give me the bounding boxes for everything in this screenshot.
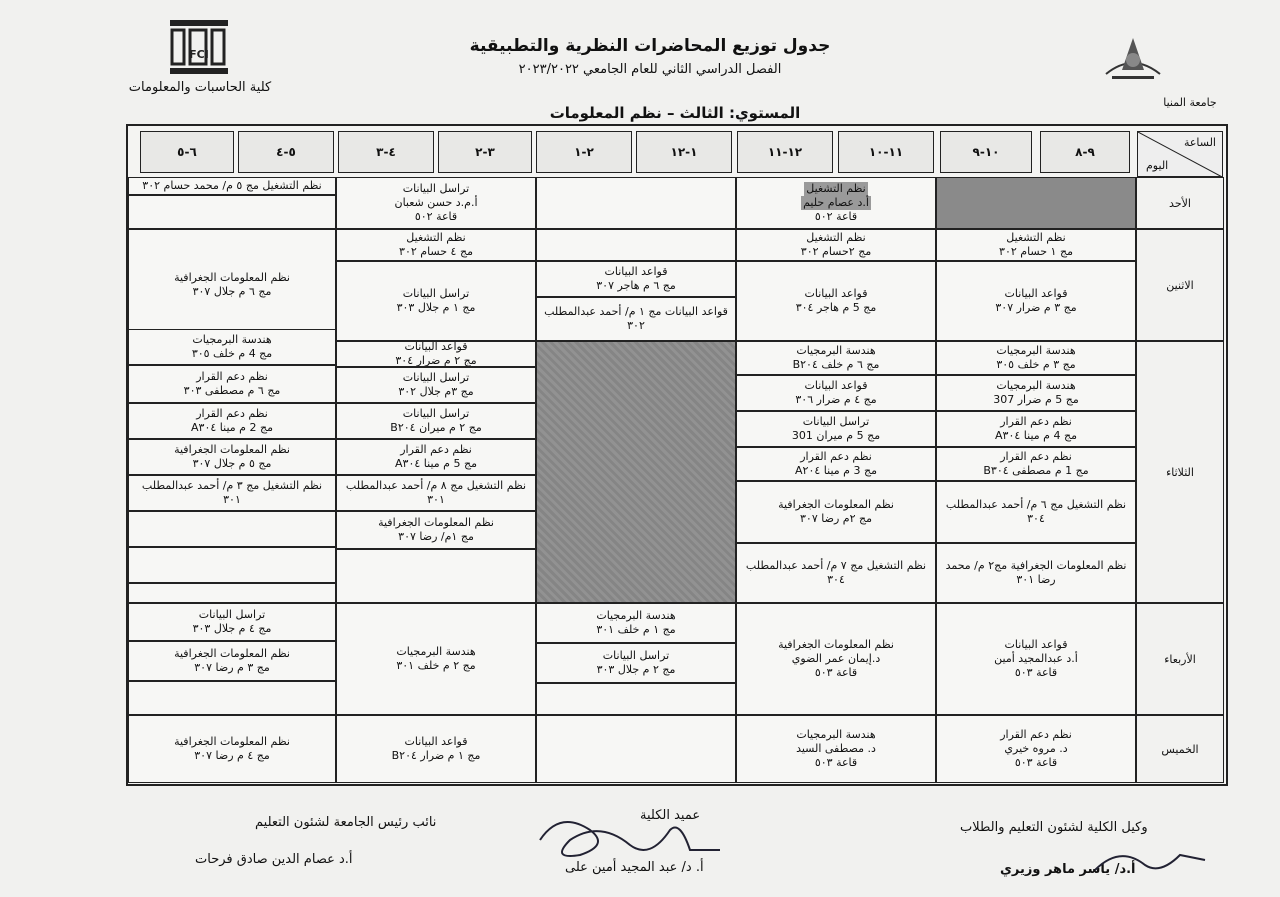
tuesday-10-12-cell: [736, 341, 936, 375]
slot-header-3-4: ٤-٣: [338, 131, 434, 173]
tuesday-10-12-cell: [736, 411, 936, 447]
corner-hour-label: الساعة: [1183, 136, 1216, 149]
tuesday-4-6-empty: [128, 547, 336, 583]
cell-course: قواعد البيانات مج ١ م/ أحمد عبدالمطلب: [544, 305, 728, 318]
tuesday-8-10-cell: [936, 375, 1136, 411]
cell-room: قاعة ٥٠٣: [1014, 666, 1058, 679]
slot-header-4-5: ٥-٤: [238, 131, 334, 173]
dean-title: عميد الكلية: [640, 808, 701, 823]
cell-group: مج ٢م رضا ٣٠٧: [800, 512, 872, 525]
cell-course: هندسة البرمجيات: [192, 333, 272, 346]
day-wednesday: الأربعاء: [1136, 603, 1224, 715]
page-title: جدول توزيع المحاضرات النظرية والتطبيقية: [469, 36, 831, 56]
cell-course: نظم التشغيل مج ٦ م/ أحمد عبدالمطلب: [945, 498, 1127, 511]
cell-course: هندسة البرمجيات: [596, 609, 676, 622]
cell-group: مج ٢حسام ٣٠٢: [800, 245, 872, 258]
cell-course: نظم التشغيل: [406, 231, 466, 244]
cell-course: هندسة البرمجيات: [796, 344, 876, 357]
wednesday-4-6-empty: [128, 681, 336, 715]
cell-instructor: أ.د عصام حليم: [803, 196, 869, 209]
tuesday-2-4-empty: [336, 549, 536, 603]
cell-group: مج ٣ م رضا ٣٠٧: [194, 661, 270, 674]
cell-group: مج 5 م مينا A٣٠٤: [395, 457, 477, 470]
faculty-name: كلية الحاسبات والمعلومات: [128, 80, 272, 95]
tuesday-2-4-cell: [336, 475, 536, 511]
slot-header-10-11: ١١-١٠: [838, 131, 934, 173]
cell-course: نظم التشغيل: [806, 231, 866, 244]
cell-group: مج ٦ م هاجر ٣٠٧: [596, 279, 676, 292]
cell-course: نظم المعلومات الجغرافية: [174, 271, 290, 284]
university-name: جامعة المنيا: [1163, 96, 1217, 109]
cell-group: مج ٦ م مصطفى ٣٠٣: [183, 384, 281, 397]
tuesday-10-12-cell: [736, 447, 936, 481]
cell-course: نظم دعم القرار: [1000, 728, 1072, 741]
monday-8-10-cell-a: [936, 229, 1136, 261]
monday-4-6-cell: [128, 229, 336, 341]
slot-header-1-2: ٢-١: [536, 131, 632, 173]
cell-course: نظم المعلومات الجغرافية: [778, 498, 894, 511]
cell-group: مج ٤ حسام ٣٠٢: [399, 245, 473, 258]
minia-university-logo-icon: [1100, 30, 1166, 88]
cell-course: قواعد البيانات: [1004, 287, 1068, 300]
dean-signature-icon: [520, 800, 740, 870]
cell-room: قاعة ٥٠٣: [814, 756, 858, 769]
cell-group: مج ٣ م خلف ٣٠٥: [996, 358, 1076, 371]
monday-10-12-cell-a: [736, 229, 936, 261]
cell-course: تراسل البيانات: [402, 287, 470, 300]
tuesday-2-4-cell: [336, 511, 536, 549]
day-sunday: الأحد: [1136, 177, 1224, 229]
corner-day-label: اليوم: [1146, 159, 1169, 172]
tuesday-4-6-cell: [128, 439, 336, 475]
cell-group: مج ٤ م ضرار ٣٠٦: [795, 393, 877, 406]
cell-course: نظم المعلومات الجغرافية: [174, 735, 290, 748]
wednesday-10-12-cell: [736, 603, 936, 715]
thursday-2-4-cell: [336, 715, 536, 783]
slot-header-5-6: ٦-٥: [140, 131, 234, 173]
slot-header-8-9: ٩-٨: [1040, 131, 1130, 173]
cell-course: نظم المعلومات الجغرافية مج٢ م/ محمد: [945, 559, 1127, 572]
cell-course: نظم دعم القرار: [800, 450, 872, 463]
monday-8-10-cell-b: [936, 261, 1136, 341]
cell-group: مج ٦ م خلف B٢٠٤: [792, 358, 880, 371]
tuesday-8-10-cell: [936, 481, 1136, 543]
cell-course: تراسل البيانات: [802, 415, 870, 428]
thursday-4-6-cell: [128, 715, 336, 783]
vp-title: نائب رئيس الجامعة لشئون التعليم: [255, 815, 437, 830]
tuesday-4-6-cell: [128, 365, 336, 403]
tuesday-4-6-empty: [128, 511, 336, 547]
cell-room: ٣٠١: [223, 493, 241, 506]
cell-course: هندسة البرمجيات: [996, 344, 1076, 357]
cell-group: مج 2 م مينا A٣٠٤: [191, 421, 273, 434]
cell-instructor: د. مروه خيري: [1004, 742, 1068, 755]
cell-group: مج 4 م خلف ٣٠٥: [191, 347, 273, 360]
cell-room: ٣٠١: [427, 493, 445, 506]
tuesday-4-6-empty: [128, 583, 336, 603]
cell-course: نظم المعلومات الجغرافية: [778, 638, 894, 651]
cell-course: تراسل البيانات: [602, 649, 670, 662]
cell-group: مج ٢ م ميران B٢٠٤: [390, 421, 482, 434]
tuesday-10-12-cell: [736, 481, 936, 543]
cell-group: مج ٢ م خلف ٣٠١: [396, 659, 476, 672]
sunday-4-6-empty: [128, 195, 336, 229]
wednesday-4-6-cell: [128, 603, 336, 641]
vice-dean-name: أ.د/ ياسر ماهر وزيري: [1000, 862, 1136, 877]
wednesday-4-6-cell: [128, 641, 336, 681]
cell-group: مج ٦ م جلال ٣٠٧: [192, 285, 272, 298]
thursday-8-10-cell: [936, 715, 1136, 783]
slot-header-2-3: ٣-٢: [438, 131, 532, 173]
cell-group: مج ٤ م رضا ٣٠٧: [194, 749, 270, 762]
cell-course: نظم دعم القرار: [196, 407, 268, 420]
tuesday-4-6-cell: [128, 475, 336, 511]
sunday-2-4-cell: [336, 177, 536, 229]
cell-course: تراسل البيانات: [402, 407, 470, 420]
cell-group: مج ٢ م ضرار ٣٠٤: [395, 354, 477, 367]
day-tuesday: الثلاثاء: [1136, 341, 1224, 603]
tuesday-8-10-cell: [936, 543, 1136, 603]
cell-course: نظم التشغيل مج ٧ م/ أحمد عبدالمطلب: [745, 559, 927, 572]
cell-course: نظم دعم القرار: [1000, 415, 1072, 428]
semester-subtitle: الفصل الدراسي الثاني للعام الجامعي ٢٠٢٣/٢٠٢٢: [518, 62, 782, 77]
thursday-12-2-empty: [536, 715, 736, 783]
monday-2-4-cell-b: [336, 261, 536, 341]
cell-course: نظم المعلومات الجغرافية: [174, 647, 290, 660]
tuesday-2-4-cell: [336, 403, 536, 439]
dean-name: أ. د/ عبد المجيد أمين على: [565, 860, 704, 875]
cell-room: رضا ٣٠١: [1016, 573, 1056, 586]
cell-group: مج 5 م ضرار 307: [993, 393, 1079, 406]
cell-course: نظم التشغيل مج ٣ م/ أحمد عبدالمطلب: [141, 479, 323, 492]
cell-course: هندسة البرمجيات: [796, 728, 876, 741]
sunday-12-2-cell: [536, 177, 736, 229]
cell-course: نظم المعلومات الجغرافية: [174, 443, 290, 456]
cell-course: نظم التشغيل: [1006, 231, 1066, 244]
cell-course: نظم التشغيل مج ٥ م/ محمد حسام ٣٠٢: [142, 179, 322, 192]
vp-name: أ.د عصام الدين صادق فرحات: [195, 852, 353, 867]
cell-group: مج 4 م مينا A٣٠٤: [995, 429, 1077, 442]
cell-room: قاعة ٥٠٢: [814, 210, 858, 223]
day-monday: الاثنين: [1136, 229, 1224, 341]
cell-course: نظم دعم القرار: [1000, 450, 1072, 463]
cell-room: قاعة ٥٠٣: [814, 666, 858, 679]
wednesday-12-2-empty: [536, 683, 736, 715]
cell-group: مج ١ م خلف ٣٠١: [596, 623, 676, 636]
cell-instructor: د.إيمان عمر الضوي: [791, 652, 881, 665]
cell-course: قواعد البيانات: [404, 735, 468, 748]
tuesday-10-12-cell: [736, 375, 936, 411]
tuesday-12-2-blocked: [536, 341, 736, 603]
fci-logo-icon: [168, 18, 230, 78]
slot-header-9-10: ١٠-٩: [940, 131, 1032, 173]
cell-course: نظم المعلومات الجغرافية: [378, 516, 494, 529]
cell-course: نظم التشغيل: [806, 182, 866, 195]
cell-course: تراسل البيانات: [198, 608, 266, 621]
sunday-8-10-blocked: [936, 177, 1136, 229]
cell-group: مج ٣ م ضرار ٣٠٧: [995, 301, 1077, 314]
cell-group: مج 5 م هاجر ٣٠٤: [795, 301, 877, 314]
cell-room: قاعة ٥٠٣: [1014, 756, 1058, 769]
cell-course: نظم دعم القرار: [400, 443, 472, 456]
cell-group: مج ٤ م جلال ٣٠٣: [192, 622, 272, 635]
slot-header-12-1: ١-١٢: [636, 131, 732, 173]
wednesday-12-2-cell: [536, 603, 736, 643]
sunday-10-12-cell: [736, 177, 936, 229]
cell-course: قواعد البيانات: [604, 265, 668, 278]
tuesday-2-4-cell: [336, 439, 536, 475]
tuesday-4-6-cell: [128, 329, 336, 365]
slot-header-11-12: ١٢-١١: [737, 131, 833, 173]
cell-group: مج 1 م مصطفى B٣٠٤: [983, 464, 1089, 477]
thursday-10-12-cell: [736, 715, 936, 783]
cell-instructor: د. مصطفى السيد: [796, 742, 876, 755]
cell-course: تراسل البيانات: [402, 371, 470, 384]
cell-course: تراسل البيانات: [402, 182, 470, 195]
fci-logo-text: FCI: [189, 48, 209, 61]
vice-dean-title: وكيل الكلية لشئون التعليم والطلاب: [960, 820, 1148, 835]
cell-instructor: أ.د عبدالمجيد أمين: [994, 652, 1078, 665]
cell-course: قواعد البيانات: [1004, 638, 1068, 651]
cell-course: هندسة البرمجيات: [996, 379, 1076, 392]
cell-course: نظم التشغيل مج ٨ م/ أحمد عبدالمطلب: [345, 479, 527, 492]
tuesday-2-4-cell: [336, 341, 536, 367]
tuesday-2-4-cell: [336, 367, 536, 403]
monday-12-2-cell-a: [536, 261, 736, 297]
tuesday-10-12-cell: [736, 543, 936, 603]
cell-room: ٣٠٤: [1027, 512, 1045, 525]
tuesday-8-10-cell: [936, 411, 1136, 447]
wednesday-8-10-cell: [936, 603, 1136, 715]
cell-group: مج ٥ م جلال ٣٠٧: [192, 457, 272, 470]
cell-course: قواعد البيانات: [804, 379, 868, 392]
cell-room: قاعة ٥٠٢: [414, 210, 458, 223]
cell-group: مج ١م/ رضا ٣٠٧: [398, 530, 474, 543]
cell-group: مج ٣م جلال ٣٠٢: [398, 385, 474, 398]
cell-course: هندسة البرمجيات: [396, 645, 476, 658]
day-thursday: الخميس: [1136, 715, 1224, 783]
tuesday-4-6-cell: [128, 403, 336, 439]
vice-dean-signature-icon: [1090, 840, 1210, 880]
cell-group: مج ١ م جلال ٣٠٣: [396, 301, 476, 314]
monday-12-2-empty: [536, 229, 736, 261]
cell-group: مج ١ م ضرار B٢٠٤: [391, 749, 481, 762]
wednesday-2-4-cell: [336, 603, 536, 715]
cell-group: مج 3 م مينا A٢٠٤: [795, 464, 877, 477]
tuesday-8-10-cell: [936, 447, 1136, 481]
cell-group: مج 5 م ميران 301: [791, 429, 881, 442]
cell-room: ٣٠٢: [627, 319, 645, 332]
monday-2-4-cell-a: [336, 229, 536, 261]
corner-header: [1137, 131, 1223, 177]
cell-course: نظم دعم القرار: [196, 370, 268, 383]
tuesday-8-10-cell: [936, 341, 1136, 375]
monday-10-12-cell-b: [736, 261, 936, 341]
cell-instructor: أ.م.د حسن شعبان: [394, 196, 478, 209]
cell-course: قواعد البيانات: [404, 341, 468, 353]
monday-12-2-cell-b: [536, 297, 736, 341]
sunday-4-6-cell: [128, 177, 336, 195]
wednesday-12-2-cell: [536, 643, 736, 683]
cell-course: قواعد البيانات: [804, 287, 868, 300]
level-heading: المستوي: الثالث – نظم المعلومات: [549, 104, 801, 122]
cell-group: مج ١ حسام ٣٠٢: [999, 245, 1073, 258]
cell-room: ٣٠٤: [827, 573, 845, 586]
cell-group: مج ٢ م جلال ٣٠٣: [596, 663, 676, 676]
